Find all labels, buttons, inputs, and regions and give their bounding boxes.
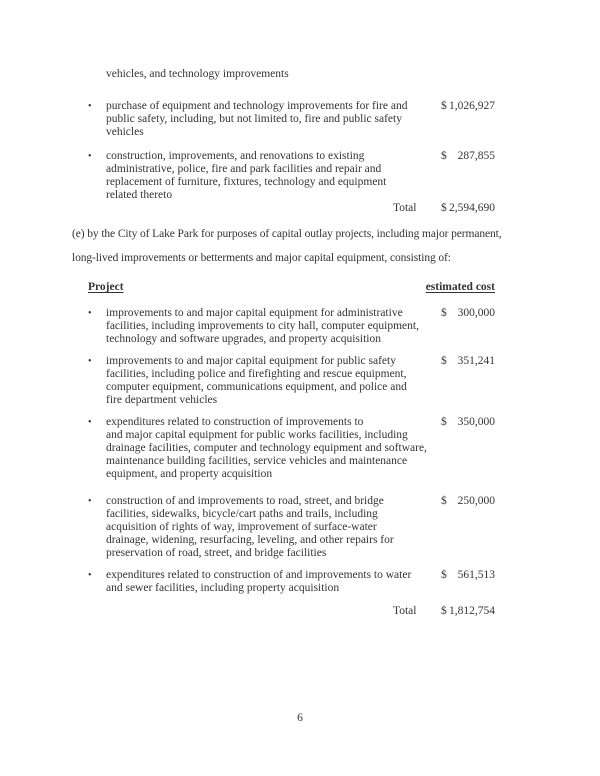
list-item xyxy=(72,150,495,202)
currency-symbol: $ xyxy=(441,416,447,428)
currency-symbol: $ xyxy=(441,605,447,617)
item-text-line: replacement of furniture, fixtures, technology and equipment xyxy=(106,176,387,188)
item-text-line: facilities, including improvements to city hall, computer equipment, xyxy=(106,320,419,332)
item-text-line: improvements to and major capital equipment for administrative xyxy=(106,307,403,319)
item-text xyxy=(106,355,407,407)
item-cost xyxy=(441,495,495,508)
item-text-line: fire department vehicles xyxy=(106,394,218,406)
total-cost xyxy=(441,605,495,618)
total-amount: 2,594,690 xyxy=(449,202,495,214)
list-item xyxy=(72,495,495,560)
item-cost xyxy=(441,307,495,320)
currency-symbol: $ xyxy=(441,495,447,507)
cost-amount: 351,241 xyxy=(457,355,495,367)
list-item xyxy=(72,416,495,481)
paragraph-line: long-lived improvements or betterments and major capital equipment, consisting of: xyxy=(72,252,451,264)
item-text xyxy=(106,307,419,346)
bullet-icon: • xyxy=(88,151,92,162)
total-cost xyxy=(441,202,495,215)
item-text-line: and sewer facilities, including property acquisition xyxy=(106,582,340,594)
estimated-cost-column-header: estimated cost xyxy=(425,281,495,293)
page-number: 6 xyxy=(297,712,303,724)
continuation-text: vehicles, and technology improvements xyxy=(106,68,289,80)
bullet-icon: • xyxy=(88,101,92,112)
currency-symbol: $ xyxy=(441,150,447,162)
item-text-line: facilities, sidewalks, bicycle/cart paths and trails, including xyxy=(106,508,378,520)
item-text-line: computer equipment, communications equipment, and police and xyxy=(106,381,407,393)
project-column-header: Project xyxy=(88,281,124,293)
list-item xyxy=(72,569,495,595)
item-text-line: drainage, widening, resurfacing, leveling, and other repairs for xyxy=(106,534,394,546)
cost-amount: 250,000 xyxy=(457,495,495,507)
item-text-line: public safety, including, but not limited to, fire and public safety xyxy=(106,113,402,125)
item-cost xyxy=(441,100,495,113)
item-text-line: facilities, including police and firefighting and rescue equipment, xyxy=(106,368,407,380)
total-label: Total xyxy=(393,605,417,617)
item-text-line: expenditures related to construction of and improvements to water xyxy=(106,569,412,581)
item-text-line: construction, improvements, and renovations to existing xyxy=(106,150,365,162)
item-text-line: improvements to and major capital equipment for public safety xyxy=(106,355,396,367)
paragraph-e xyxy=(72,228,502,265)
item-text-line: equipment, and property acquisition xyxy=(106,468,273,480)
total-row xyxy=(72,605,495,618)
item-cost xyxy=(441,569,495,582)
bullet-icon: • xyxy=(88,496,92,507)
cost-amount: 300,000 xyxy=(457,307,495,319)
table-header xyxy=(72,281,495,294)
item-cost xyxy=(441,150,495,163)
item-text xyxy=(106,569,411,595)
item-text-line: drainage facilities, computer and technology equipment and software, xyxy=(106,442,427,454)
list-item xyxy=(72,100,495,139)
item-text-line: construction of and improvements to road, street, and bridge xyxy=(106,495,384,507)
paragraph-line: (e) by the City of Lake Park for purposes of capital outlay projects, including major permanent, xyxy=(72,228,502,240)
item-cost xyxy=(441,416,495,429)
item-text xyxy=(106,416,427,481)
bullet-icon: • xyxy=(88,417,92,428)
item-text-line: acquisition of rights of way, improvement of surface-water xyxy=(106,521,377,533)
list-item xyxy=(72,355,495,407)
cost-amount: 561,513 xyxy=(457,569,495,581)
item-text xyxy=(106,495,394,560)
cost-amount: 350,000 xyxy=(457,416,495,428)
item-text-line: preservation of road, street, and bridge facilities xyxy=(106,547,327,559)
currency-symbol: $ xyxy=(441,100,447,112)
item-text-line: vehicles xyxy=(106,126,144,138)
item-text xyxy=(106,150,386,202)
currency-symbol: $ xyxy=(441,307,447,319)
item-text-line: related thereto xyxy=(106,189,173,201)
item-text-line: expenditures related to construction of improvements to xyxy=(106,416,364,428)
item-text-line: maintenance building facilities, service vehicles and maintenance xyxy=(106,455,408,467)
item-text-line: and major capital equipment for public works facilities, including xyxy=(106,429,408,441)
total-row xyxy=(72,202,495,215)
item-text xyxy=(106,100,407,139)
currency-symbol: $ xyxy=(441,355,447,367)
list-item xyxy=(72,307,495,346)
total-label: Total xyxy=(393,202,417,214)
cost-amount: 1,026,927 xyxy=(449,100,495,112)
bullet-icon: • xyxy=(88,570,92,581)
item-text-line: technology and software upgrades, and property acquisition xyxy=(106,333,381,345)
bullet-icon: • xyxy=(88,308,92,319)
item-cost xyxy=(441,355,495,368)
currency-symbol: $ xyxy=(441,569,447,581)
currency-symbol: $ xyxy=(441,202,447,214)
cost-amount: 287,855 xyxy=(457,150,495,162)
bullet-icon: • xyxy=(88,356,92,367)
item-text-line: purchase of equipment and technology improvements for fire and xyxy=(106,100,408,112)
item-text-line: administrative, police, fire and park facilities and repair and xyxy=(106,163,382,175)
total-amount: 1,812,754 xyxy=(449,605,495,617)
